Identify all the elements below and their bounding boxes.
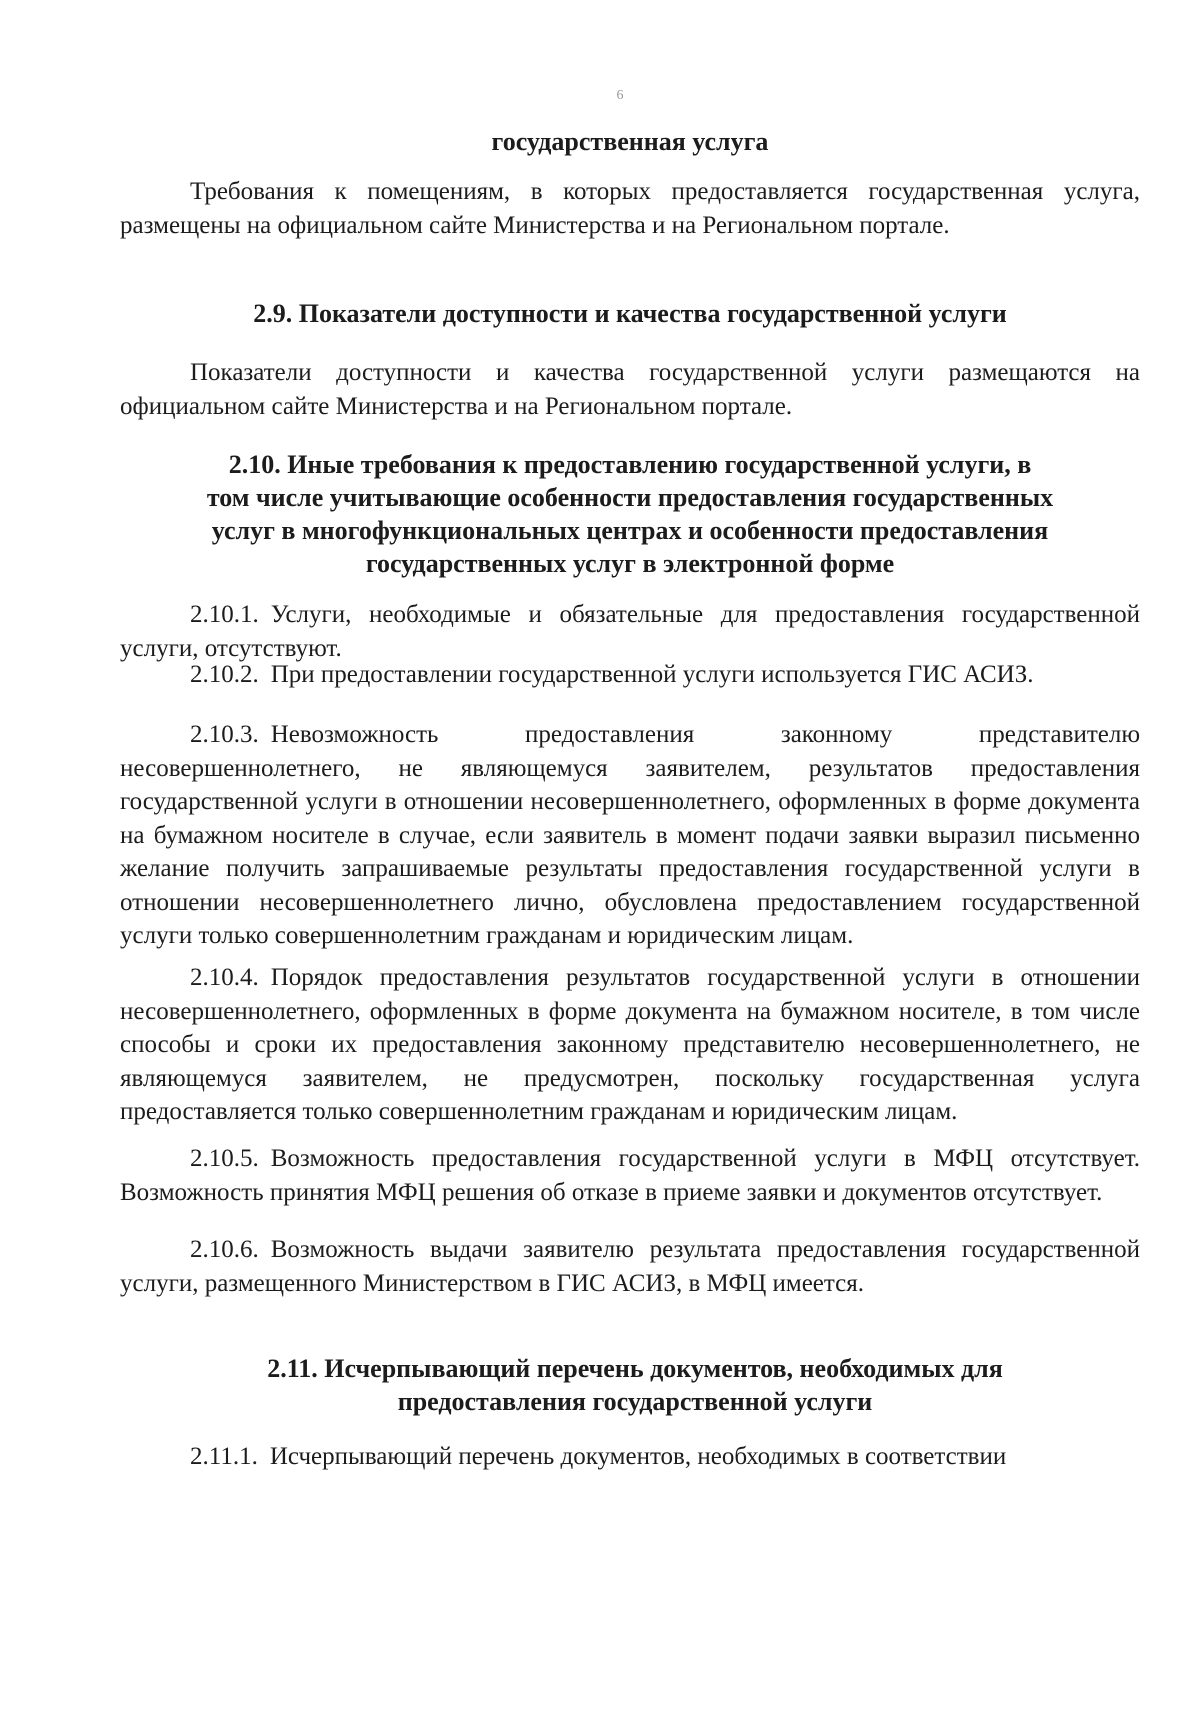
section-2-9-heading: 2.9. Показатели доступности и качества государственной услуги (253, 299, 1007, 328)
item-text: Возможность предоставления государственной услуги в МФЦ отсутствует. Возможность принятия МФЦ решения об отказе в приеме заявки и документов отсутствует. (120, 1145, 1140, 1206)
section-2-10-heading: 2.10. Иные требования к предоставлению государственной услуги, в том числе учитывающие особенности предоставления государственных услуг в многофункциональных центрах и особенности предоставления государственных услуг в электронной форме (206, 450, 1054, 578)
item-text: Услуги, необходимые и обязательные для предоставления государственной услуги, отсутствуют. (120, 601, 1140, 662)
section-2-9-text: Показатели доступности и качества государственной услуги размещаются на официальном сайте Министерства и на Региональном портале. (120, 359, 1140, 420)
item-number: 2.10.1. (190, 601, 259, 628)
item-2-10-4 (120, 961, 1140, 1129)
item-number: 2.10.5. (190, 1145, 259, 1172)
top-heading: государственная услуга (491, 127, 769, 156)
item-number: 2.10.3. (190, 721, 259, 748)
item-2-10-1 (120, 598, 1140, 665)
item-text: Порядок предоставления результатов государственной услуги в отношении несовершеннолетнего, оформленных в форме документа на бумажном носителе, в том числе способы и сроки их предоставления законному представителю несовершеннолетнего, не являющемуся заявителем, не предусмотрен, поскольку государственная услуга предоставляется только совершеннолетним гражданам и юридическим лицам. (120, 964, 1140, 1125)
item-2-10-5 (120, 1142, 1140, 1209)
item-2-10-3 (120, 718, 1140, 953)
page-number: 6 (616, 88, 624, 103)
item-2-11-1 (120, 1440, 1140, 1474)
item-text: Исчерпывающий перечень документов, необходимых в соответствии (269, 1443, 1007, 1470)
item-number: 2.10.2. (190, 661, 259, 688)
item-text: Возможность выдачи заявителю результата предоставления государственной услуги, размещенного Министерством в ГИС АСИЗ, в МФЦ имеется. (120, 1236, 1140, 1297)
item-number: 2.10.4. (190, 964, 259, 991)
item-number: 2.11.1. (190, 1443, 258, 1470)
item-text: При предоставлении государственной услуги используется ГИС АСИЗ. (270, 661, 1034, 688)
item-number: 2.10.6. (190, 1236, 259, 1263)
section-2-11-heading: 2.11. Исчерпывающий перечень документов, необходимых для предоставления государственной услуги (267, 1354, 1003, 1416)
item-2-10-6 (120, 1233, 1140, 1300)
item-text: Невозможность предоставления законному представителю несовершеннолетнего, не являющемуся заявителем, результатов предоставления государственной услуги в отношении несовершеннолетнего, оформленных в форме документа на бумажном носителе в случае, если заявитель в момент подачи заявки выразил письменно желание получить запрашиваемые результаты предоставления государственной услуги в отношении несовершеннолетнего лично, обусловлена предоставлением государственной услуги только совершеннолетним гражданам и юридическим лицам. (120, 721, 1140, 949)
item-2-10-2 (120, 658, 1140, 692)
premises-paragraph: Требования к помещениям, в которых предоставляется государственная услуга, размещены на официальном сайте Министерства и на Региональном портале. (120, 178, 1140, 239)
